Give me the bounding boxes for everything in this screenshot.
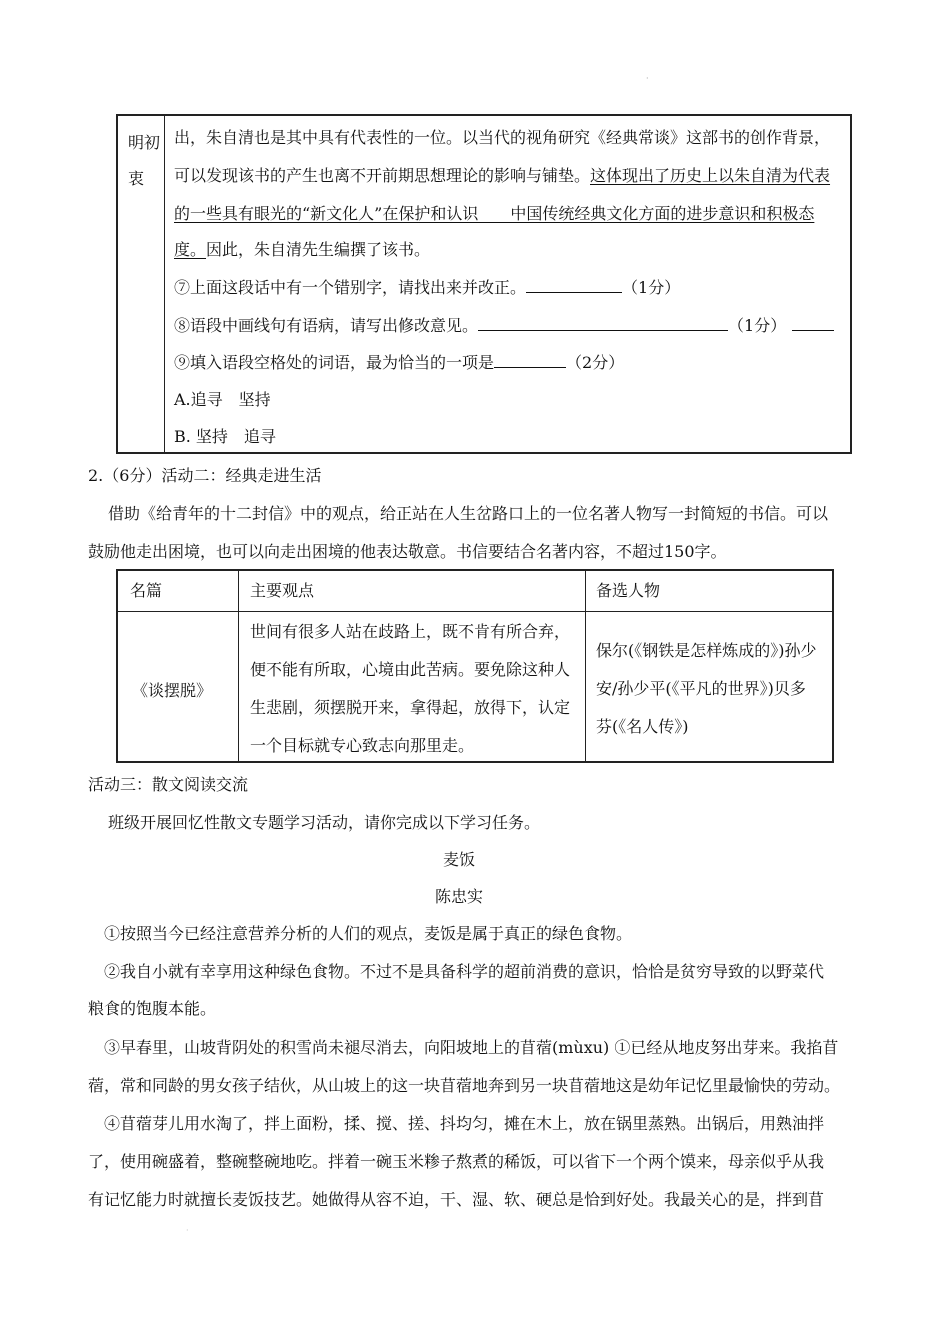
question-9 — [174, 353, 624, 373]
row-view-line-3: 生悲剧，须摆脱开来，拿得起，放得下，认定 — [250, 698, 571, 717]
reference-table — [116, 569, 834, 763]
underlined-sentence-part-2: 的一些具有眼光的“新文化人”在保护和认识 中国传统经典文化方面的进步意识和积极态 — [174, 204, 815, 223]
header-title: 名篇 — [130, 581, 163, 600]
question-9-score: （2分） — [566, 353, 625, 372]
essay-author: 陈忠实 — [435, 887, 484, 906]
row-people-line-3: 芬(《名人传》) — [596, 717, 689, 736]
activity-2-desc-line-1: 借助《给青年的十二封信》中的观点，给正站在人生岔路口上的一位名著人物写一封简短的书信。可以 — [108, 504, 829, 523]
essay-paragraph-4-line-3: 有记忆能力时就擅长麦饭技艺。她做得从容不迫，干、湿、软、硬总是恰到好处。我最关心的是，拌到苜 — [88, 1190, 825, 1209]
label-line-1: 明初 — [128, 133, 161, 152]
row-people-line-2: 安/孙少平(《平凡的世界》)贝多 — [596, 679, 806, 698]
essay-paragraph-2-line-1: ②我自小就有幸享用这种绿色食物。不过不是具备科学的超前消费的意识，恰恰是贫穷导致的以野菜代 — [104, 962, 825, 981]
activity-3-heading: 活动三：散文阅读交流 — [88, 775, 249, 794]
question-9-text: ⑨填入语段空格处的词语，最为恰当的一项是 — [174, 353, 495, 372]
essay-paragraph-4-line-2: 了，使用碗盛着，整碗整碗地吃。拌着一碗玉米糁子熬煮的稀饭，可以省下一个两个馍来，母亲似乎从我 — [88, 1152, 825, 1171]
essay-title: 麦饭 — [443, 850, 476, 869]
answer-blank-8b[interactable] — [792, 316, 834, 331]
question-7 — [174, 278, 680, 298]
essay-paragraph-2-line-2: 粮食的饱腹本能。 — [88, 999, 217, 1018]
page-footer-mark: · — [186, 1226, 189, 1235]
passage-line-4 — [174, 240, 430, 260]
underlined-sentence-part-3: 度。 — [174, 240, 207, 259]
passage-line-1: 出，朱自清也是其中具有代表性的一位。以当代的视角研究《经典常谈》这部书的创作背景， — [174, 128, 831, 147]
header-people: 备选人物 — [596, 581, 661, 600]
passage-line-2 — [174, 166, 830, 186]
essay-paragraph-4-line-1: ④苜蓿芽儿用水淘了，拌上面粉，揉、搅、搓、抖均匀，摊在木上，放在锅里蒸熟。出锅后，用熟油拌 — [104, 1114, 825, 1133]
question-8-text: ⑧语段中画线句有语病，请写出修改意见。 — [174, 316, 479, 335]
activity-3-intro: 班级开展回忆性散文专题学习活动，请你完成以下学习任务。 — [108, 813, 541, 832]
activity-2-heading: 2.（6分）活动二：经典走进生活 — [88, 466, 322, 485]
row-view-line-4: 一个目标就专心致志向那里走。 — [250, 736, 475, 755]
underlined-sentence-part-1: 这体现出了历史上以朱自清为代表 — [590, 166, 831, 185]
row-people-line-1: 保尔(《钢铁是怎样炼成的》)孙少 — [596, 641, 817, 660]
essay-paragraph-3-line-1: ③早春里，山坡背阴处的积雪尚未褪尽消去，向阳坡地上的苜蓿(mùxu) ①已经从地皮努出芽来。我掐苜 — [104, 1038, 839, 1057]
column-divider-2 — [585, 571, 586, 761]
passage-line-2-plain: 可以发现该书的产生也离不开前期思想理论的影响与铺垫。 — [174, 166, 591, 185]
header-divider — [118, 611, 832, 612]
label-line-2: 衷 — [128, 169, 145, 188]
page-mark: · — [646, 74, 649, 83]
passage-line-4-plain: 因此，朱自清先生编撰了该书。 — [206, 240, 431, 259]
question-7-text: ⑦上面这段话中有一个错别字，请找出来并改正。 — [174, 278, 527, 297]
question-8-score: （1分） — [728, 316, 787, 335]
answer-blank-8[interactable] — [478, 316, 728, 331]
option-a[interactable]: A.追寻 坚持 — [174, 390, 271, 409]
row-view-line-1: 世间有很多人站在歧路上，既不肯有所合弃， — [250, 622, 571, 641]
column-divider-1 — [238, 571, 239, 761]
question-7-score: （1分） — [622, 278, 681, 297]
answer-blank-7[interactable] — [526, 278, 622, 293]
activity-2-desc-line-2: 鼓励他走出困境，也可以向走出困境的他表达敬意。书信要结合名著内容，不超过150字。 — [88, 542, 727, 561]
table-label-column — [118, 116, 165, 452]
answer-blank-9[interactable] — [494, 353, 566, 368]
question-table — [116, 114, 852, 454]
essay-paragraph-3-line-2: 蓿，常和同龄的男女孩子结伙，从山坡上的这一块苜蓿地奔到另一块苜蓿地这是幼年记忆里最愉快的劳动。 — [88, 1076, 841, 1095]
row-title: 《谈摆脱》 — [132, 681, 213, 700]
option-b[interactable]: B. 坚持 追寻 — [174, 427, 276, 446]
row-view-line-2: 便不能有所取，心境由此苦病。要免除这种人 — [250, 660, 571, 679]
header-view: 主要观点 — [250, 581, 315, 600]
essay-paragraph-1: ①按照当今已经注意营养分析的人们的观点，麦饭是属于真正的绿色食物。 — [104, 924, 633, 943]
question-8 — [174, 316, 834, 336]
